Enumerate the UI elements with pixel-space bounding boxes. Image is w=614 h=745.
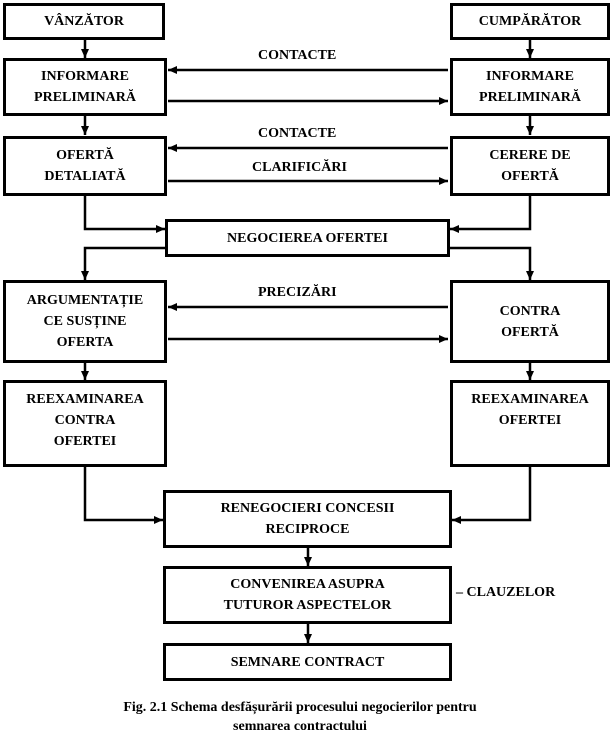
box-reexam-left-line3: OFERTEI	[53, 434, 117, 449]
box-contra-oferta-line1: CONTRA	[499, 303, 561, 319]
box-reexam-left-line2: CONTRA	[54, 413, 116, 428]
box-argumentatie-line3: OFERTA	[56, 335, 114, 350]
arrow-negociere-to-contra	[450, 248, 530, 280]
box-informare-vanzator-line1: INFORMARE	[41, 69, 129, 84]
box-oferta-detaliata	[3, 136, 167, 196]
label-contacte-1: CONTACTE	[258, 48, 337, 63]
box-reexaminarea-ofertei	[450, 380, 610, 467]
box-vanzator	[3, 3, 165, 40]
box-informare-cumparator-line2: PRELIMINARĂ	[479, 90, 581, 105]
box-cumparator-text: CUMPĂRĂTOR	[478, 14, 582, 29]
label-precizari: PRECIZĂRI	[258, 285, 337, 300]
box-semnare-contract	[163, 643, 452, 681]
box-informare-vanzator	[3, 58, 167, 116]
box-convenirea-line2: TUTUROR ASPECTELOR	[223, 598, 392, 613]
box-renegocieri-line1: RENEGOCIERI CONCESII	[220, 501, 395, 516]
box-reexam-left-line1: REEXAMINAREA	[26, 392, 144, 407]
box-negocierea-ofertei	[165, 219, 450, 257]
box-reexam-right-line1: REEXAMINAREA	[471, 392, 589, 407]
box-argumentatie	[3, 280, 167, 363]
arrow-cerere-to-negociere	[450, 196, 530, 229]
box-oferta-detaliata-line1: OFERTĂ	[56, 148, 114, 163]
label-clarificari: CLARIFICĂRI	[252, 160, 347, 175]
box-oferta-detaliata-line2: DETALIATĂ	[44, 169, 126, 184]
box-cerere-oferta-line1: CERERE DE	[489, 148, 571, 163]
box-informare-cumparator-line1: INFORMARE	[486, 69, 574, 84]
box-argumentatie-line2: CE SUSȚINE	[43, 314, 127, 329]
box-renegocieri-line2: RECIPROCE	[265, 522, 350, 537]
figure-caption-line1: Fig. 2.1 Schema desfășurării procesului negocierilor pentru	[123, 700, 477, 715]
box-informare-cumparator	[450, 58, 610, 116]
figure-caption-line2: semnarea contractului	[233, 718, 367, 734]
box-cerere-oferta-line2: OFERTĂ	[501, 169, 559, 184]
arrow-negociere-to-argumentatie	[85, 248, 165, 280]
box-semnare-contract-text: SEMNARE CONTRACT	[230, 654, 385, 670]
label-clauzelor: – CLAUZELOR	[456, 585, 556, 600]
box-argumentatie-line1: ARGUMENTAȚIE	[26, 293, 144, 308]
box-cerere-oferta	[450, 136, 610, 196]
box-reexam-right-line2: OFERTEI	[498, 413, 562, 428]
box-convenirea-asupra	[163, 566, 452, 624]
box-cumparator	[450, 3, 610, 40]
arrow-oferta-to-negociere	[85, 196, 165, 229]
label-contacte-2: CONTACTE	[258, 126, 337, 141]
box-informare-vanzator-line2: PRELIMINARĂ	[34, 90, 136, 105]
figure-caption	[60, 699, 540, 737]
box-contra-oferta	[450, 280, 610, 363]
arrow-reexam-left-to-renegocieri	[85, 467, 163, 520]
box-contra-oferta-line2: OFERTĂ	[501, 324, 559, 340]
box-vanzator-text: VÂNZĂTOR	[44, 14, 124, 29]
arrow-reexam-right-to-renegocieri	[452, 467, 530, 520]
box-negocierea-ofertei-text: NEGOCIEREA OFERTEI	[227, 230, 388, 246]
box-convenirea-line1: CONVENIREA ASUPRA	[230, 577, 385, 592]
box-reexaminarea-contra-ofertei	[3, 380, 167, 467]
box-renegocieri-concesii	[163, 490, 452, 548]
